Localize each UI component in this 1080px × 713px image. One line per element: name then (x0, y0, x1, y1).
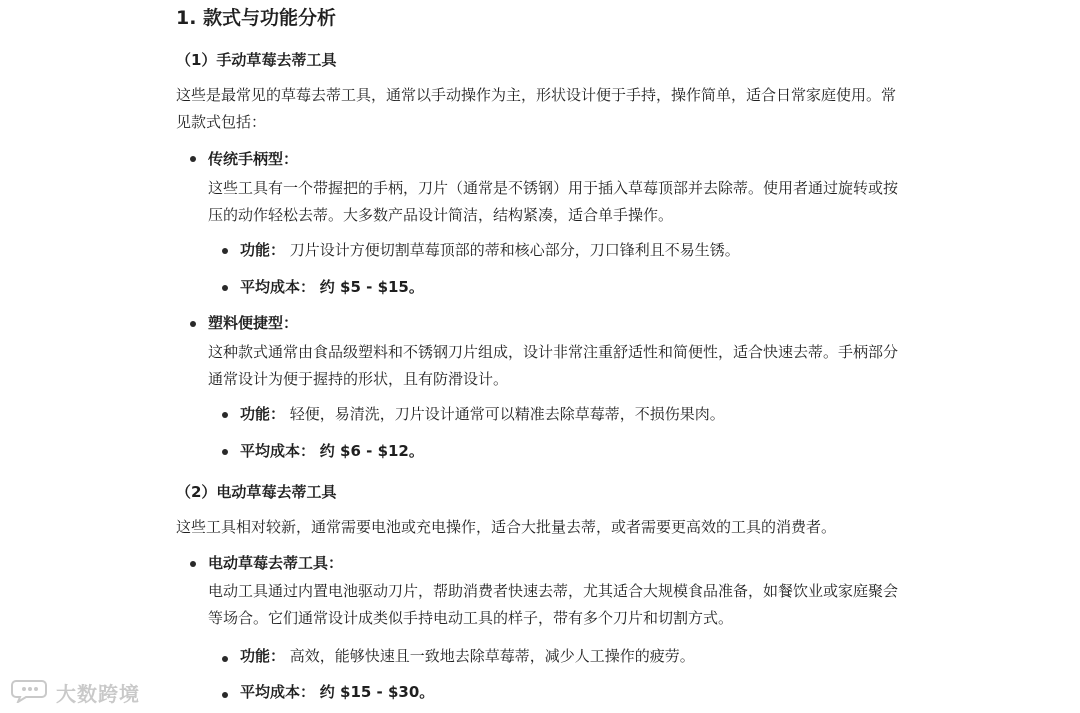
watermark-text: 大数跨境 (56, 681, 140, 706)
list-item-description: 这些工具有一个带握把的手柄，刀片（通常是不锈钢）用于插入草莓顶部并去除蒂。使用者通过旋转或按 (208, 179, 899, 197)
bullet-dot (222, 656, 228, 662)
list-item-title: 电动草莓去蒂工具： (208, 554, 344, 572)
list-item-description: 电动工具通过内置电池驱动刀片，帮助消费者快速去蒂，尤其适合大规模食品准备，如餐饮业或家庭聚会 (208, 582, 899, 600)
feature-text: 刀片设计方便切割草莓顶部的蒂和核心部分，刀口锋利且不易生锈。 (289, 241, 740, 259)
cost-text: 约 $5 - $15。 (319, 278, 424, 296)
list-item-description: 等场合。它们通常设计成类似手持电动工具的样子，带有多个刀片和切割方式。 (208, 609, 734, 627)
bullet-dot (190, 561, 196, 567)
section-title: 1. 款式与功能分析 (176, 7, 337, 29)
chat-bubble-logo-icon (10, 677, 50, 707)
intro-paragraph-line: 见款式包括： (176, 113, 267, 131)
list-item-title: 传统手柄型： (208, 150, 299, 168)
bullet-dot (222, 449, 228, 455)
intro-paragraph-line: 这些工具相对较新，通常需要电池或充电操作，适合大批量去蒂，或者需要更高效的工具的消费者。 (176, 518, 837, 536)
feature-label: 功能： (240, 241, 286, 259)
feature-text: 高效，能够快速且一致地去除草莓蒂，减少人工操作的疲劳。 (289, 647, 695, 665)
feature-label: 功能： (240, 647, 286, 665)
intro-paragraph-line: 这些是最常见的草莓去蒂工具，通常以手动操作为主，形状设计便于手持，操作简单，适合日常家庭使用。常 (176, 86, 897, 104)
feature-text: 轻便，易清洗，刀片设计通常可以精准去除草莓蒂，不损伤果肉。 (289, 405, 725, 423)
list-item-description: 这种款式通常由食品级塑料和不锈钢刀片组成，设计非常注重舒适性和简便性，适合快速去蒂。手柄部分 (208, 343, 899, 361)
subsection-heading-manual: （1）手动草莓去蒂工具 (176, 51, 337, 69)
watermark (10, 676, 140, 708)
bullet-dot (190, 321, 196, 327)
bullet-dot (190, 156, 196, 162)
bullet-dot (222, 412, 228, 418)
list-item-title: 塑料便捷型： (208, 314, 299, 332)
cost-label: 平均成本： (240, 442, 316, 460)
cost-line (240, 678, 434, 707)
list-item-description: 压的动作轻松去蒂。大多数产品设计简洁，结构紧凑，适合单手操作。 (208, 206, 674, 224)
cost-line (240, 273, 424, 302)
feature-line (240, 236, 740, 265)
bullet-dot (222, 248, 228, 254)
feature-line (240, 642, 695, 671)
cost-text: 约 $6 - $12。 (319, 442, 424, 460)
cost-label: 平均成本： (240, 278, 316, 296)
list-item-description: 通常设计为便于握持的形状，且有防滑设计。 (208, 370, 509, 388)
feature-line (240, 400, 725, 429)
feature-label: 功能： (240, 405, 286, 423)
bullet-dot (222, 692, 228, 698)
bullet-dot (222, 285, 228, 291)
subsection-heading-electric: （2）电动草莓去蒂工具 (176, 483, 337, 501)
cost-line (240, 437, 424, 466)
cost-label: 平均成本： (240, 683, 316, 701)
cost-text: 约 $15 - $30。 (319, 683, 435, 701)
